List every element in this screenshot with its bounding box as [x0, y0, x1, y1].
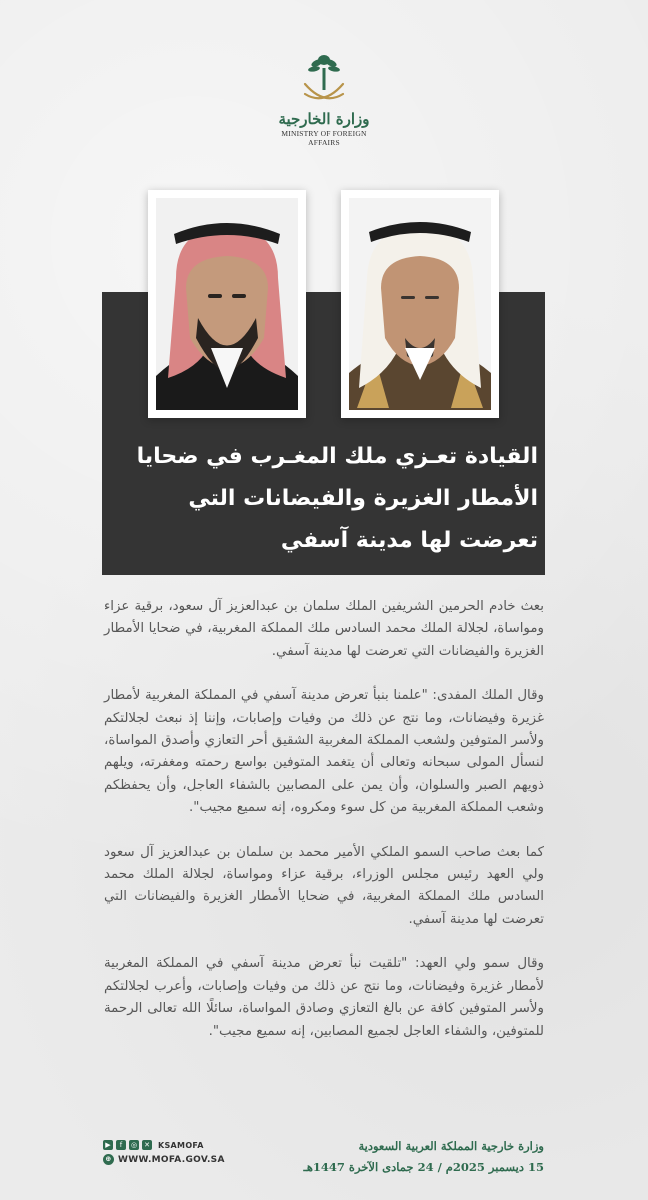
ministry-logo: [272, 50, 376, 147]
headline: القيادة تعـزي ملك المغـرب في ضحايا الأمطار الغزيرة والفيضانات التي تعرضت لها مدينة آسفي: [136, 444, 538, 553]
social-links: [103, 1140, 204, 1150]
crown-prince-photo: [156, 198, 298, 410]
portrait-king: [341, 190, 499, 418]
instagram-icon[interactable]: ◎: [130, 1141, 138, 1149]
website-link[interactable]: [103, 1154, 225, 1165]
portrait-crown-prince: [148, 190, 306, 418]
ministry-name-en: MINISTRY OF FOREIGN AFFAIRS: [281, 129, 367, 147]
paragraph-2: وقال الملك المفدى: "علمنا بنبأ تعرض مدينة آسفي في المملكة المغربية لأمطار غزيرة وفيضانات، وما نتج عن ذلك من وفيات وإصابات، وإننا إذ نبعث لجلالتكم ولأسر المتوفين ولشعب المملكة المغربية الشقيق أحر التعازي وأصدق المواساة، لنسأل المولى سبحانه وتعالى أن يتغمد المتوفين بواسع رحمته ومغفرته، ويلهم ذويهم الصبر والسلوان، وأن يمن على المصابين بالشفاء العاجل، وأن يحفظكم وشعب المملكة المغربية من كل سوء ومكروه، إنه سميع مجيب".: [104, 688, 544, 816]
social-handle[interactable]: KSAMOFA: [158, 1140, 204, 1150]
signature-block: [303, 1136, 544, 1178]
article-body: [104, 596, 544, 1065]
signature-date: 15 ديسمبر 2025م / 24 جمادى الآخرة 1447هـ: [303, 1160, 544, 1174]
paragraph-1: بعث خادم الحرمين الشريفين الملك سلمان بن عبدالعزيز آل سعود، برقية عزاء ومواساة، لجلالة الملك محمد السادس ملك المملكة المغربية، في ضحايا الأمطار الغزيرة والفيضانات التي تعرضت لها مدينة آسفي.: [104, 599, 544, 659]
saudi-emblem-icon: [299, 50, 349, 108]
signature-ministry: وزارة خارجية المملكة العربية السعودية: [358, 1139, 544, 1153]
facebook-icon[interactable]: f: [116, 1140, 126, 1150]
paragraph-3: كما بعث صاحب السمو الملكي الأمير محمد بن سلمان بن عبدالعزيز آل سعود ولي العهد رئيس مجلس الوزراء، برقية عزاء ومواساة، لجلالة الملك محمد السادس ملك المملكة المغربية، في ضحايا الأمطار الغزيرة والفيضانات التي تعرضت لها مدينة آسفي.: [104, 844, 544, 927]
website-url[interactable]: WWW.MOFA.GOV.SA: [118, 1154, 225, 1165]
ministry-name-ar: وزارة الخارجية: [278, 110, 370, 128]
x-icon[interactable]: ✕: [142, 1140, 152, 1150]
paragraph-4: وقال سمو ولي العهد: "تلقيت نبأ تعرض مدينة آسفي في المملكة المغربية لأمطار غزيرة وفيضانات، وما نتج عن ذلك من وفيات وإصابات، وأعرب لجلالتكم ولأسر المتوفين كافة عن بالغ التعازي وصادق المواساة، سائلًا الله تعالى الرحمة للمتوفين، والشفاء العاجل لجميع المصابين، إنه سميع مجيب".: [104, 956, 544, 1039]
king-photo: [349, 198, 491, 410]
globe-icon: ⊕: [103, 1154, 114, 1165]
youtube-icon[interactable]: ▶: [103, 1140, 113, 1150]
